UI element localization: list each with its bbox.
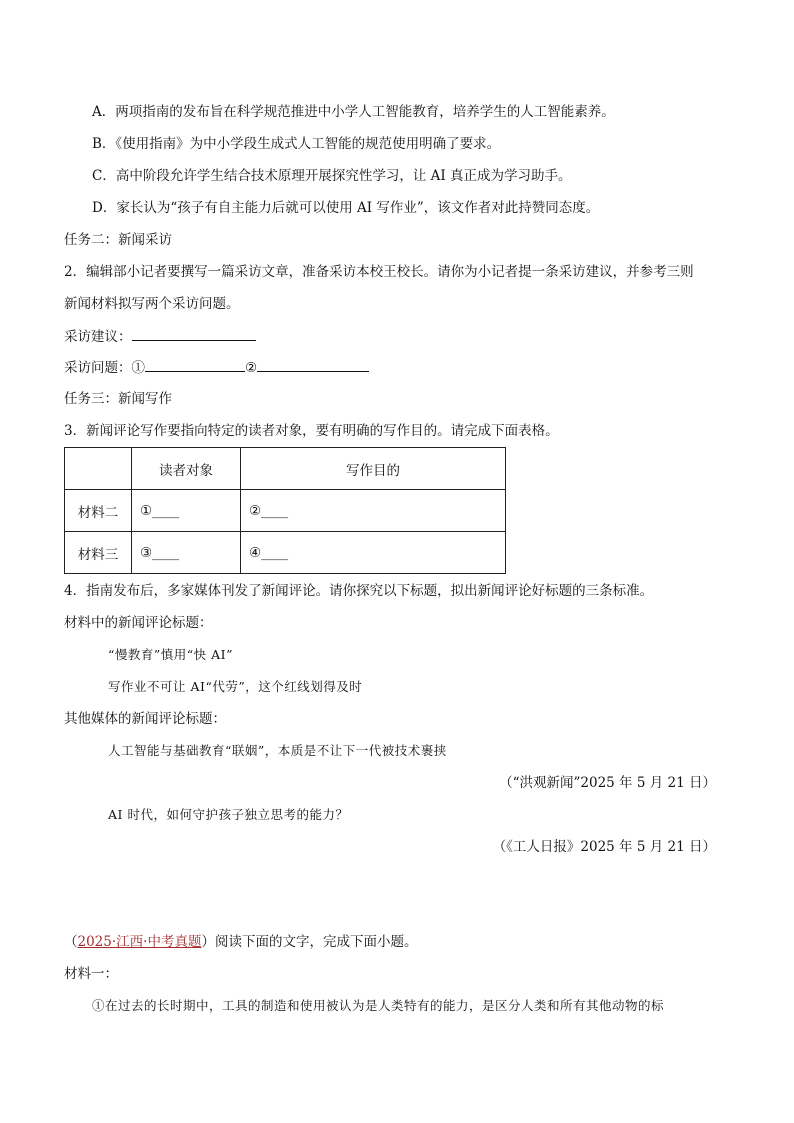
q4-question: 4．指南发布后，多家媒体刊发了新闻评论。请你探究以下标题，拟出新闻评论好标题的三条标准。 [64,583,654,599]
material-title-1: “慢教育”慎用“快 AI” [108,647,234,662]
question-blank-1[interactable] [145,357,245,372]
source-tag[interactable]: 2025·江西·中考真题 [77,934,202,950]
task3-question: 3．新闻评论写作要指向特定的读者对象，要有明确的写作目的。请完成下面表格。 [64,423,559,439]
header-reader: 读者对象 [132,448,241,490]
answer-cell-2[interactable]: ②____ [241,490,506,532]
table-header-row [65,448,506,490]
source-paren-open: （ [64,934,78,950]
table-row [65,490,506,532]
answer-cell-3[interactable]: ③____ [132,532,241,574]
answer-cell-4[interactable]: ④____ [241,532,506,574]
other-title-1-source: （“洪观新闻”2025 年 5 月 21 日） [499,775,716,791]
suggestion-blank[interactable] [132,326,256,341]
material-one-label: 材料一： [64,966,118,982]
task2-question-line2: 新闻材料拟写两个采访问题。 [64,296,240,312]
option-a: A．两项指南的发布旨在科学规范推进中小学人工智能教育，培养学生的人工智能素养。 [92,104,615,120]
table-row [65,532,506,574]
other-title-2: AI 时代，如何守护孩子独立思考的能力？ [108,807,349,822]
question-mark-2: ② [245,360,258,376]
option-d: D．家长认为“孩子有自主能力后就可以使用 AI 写作业”，该文作者对此持赞同态度。 [92,200,600,216]
row-label: 材料三 [65,532,132,574]
source-paren-close: ） [201,934,215,950]
questions-row [64,357,369,378]
material-one-first-line: ①在过去的长时期中，工具的制造和使用被认为是人类特有的能力，是区分人类和所有其他动物的标 [92,998,665,1013]
other-title-2-source: （《工人日报》2025 年 5 月 21 日） [492,839,716,855]
suggestion-row [64,326,256,347]
row-label: 材料二 [65,490,132,532]
answer-table [64,447,506,574]
task2-title: 任务二：新闻采访 [64,232,172,248]
option-b: B．《使用指南》为中小学段生成式人工智能的规范使用明确了要求。 [92,136,501,152]
table-corner-cell [65,448,132,490]
questions-label: 采访问题： [64,360,132,376]
header-purpose: 写作目的 [241,448,506,490]
suggestion-label: 采访建议： [64,329,132,345]
reading-instruction: 阅读下面的文字，完成下面小题。 [214,934,418,950]
task2-question-line1: 2．编辑部小记者要撰写一篇采访文章，准备采访本校王校长。请你为小记者提一条采访建议，并参考三则 [64,264,694,280]
task3-title: 任务三：新闻写作 [64,391,172,407]
question-mark-1: ① [131,360,145,376]
other-titles-heading: 其他媒体的新闻评论标题： [64,711,226,727]
other-title-1: 人工智能与基础教育“联姻”，本质是不让下一代被技术裹挟 [108,743,447,758]
material-title-2: 写作业不可让 AI“代劳”，这个红线划得及时 [108,679,363,694]
option-c: C．高中阶段允许学生结合技术原理开展探究性学习，让 AI 真正成为学习助手。 [92,168,572,184]
material-titles-heading: 材料中的新闻评论标题： [64,615,213,631]
next-section-heading [64,932,417,952]
answer-cell-1[interactable]: ①____ [132,490,241,532]
question-blank-2[interactable] [257,357,369,372]
